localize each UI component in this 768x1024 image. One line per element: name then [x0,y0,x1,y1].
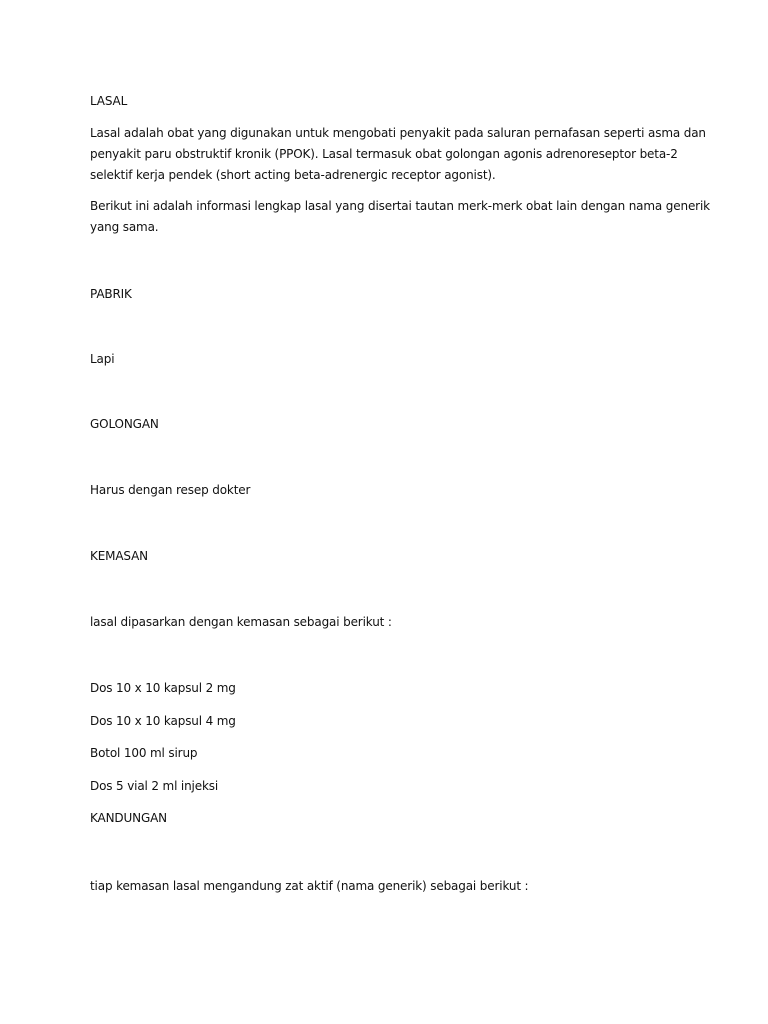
document-title: LASAL [90,94,128,108]
golongan-heading: GOLONGAN [90,417,159,431]
kemasan-item-4: Dos 5 vial 2 ml injeksi [90,779,219,793]
info-line-2: yang sama. [90,220,159,234]
golongan-value: Harus dengan resep dokter [90,483,251,497]
kemasan-item-3: Botol 100 ml sirup [90,746,198,760]
intro-line-2: penyakit paru obstruktif kronik (PPOK). Lasal termasuk obat golongan agonis adrenoreseptor beta-2 [90,147,678,161]
kandungan-heading: KANDUNGAN [90,811,167,825]
kemasan-item-2: Dos 10 x 10 kapsul 4 mg [90,714,236,728]
kemasan-intro: lasal dipasarkan dengan kemasan sebagai berikut : [90,615,392,629]
kemasan-heading: KEMASAN [90,549,148,563]
kemasan-item-1: Dos 10 x 10 kapsul 2 mg [90,681,236,695]
intro-line-3: selektif kerja pendek (short acting beta-adrenergic receptor agonist). [90,168,496,182]
intro-line-1: Lasal adalah obat yang digunakan untuk mengobati penyakit pada saluran pernafasan seperti asma dan [90,126,706,140]
pabrik-value: Lapi [90,352,115,366]
pabrik-heading: PABRIK [90,287,132,301]
intro-paragraph [90,123,706,186]
info-paragraph [90,196,710,238]
kandungan-intro: tiap kemasan lasal mengandung zat aktif (nama generik) sebagai berikut : [90,879,529,893]
info-line-1: Berikut ini adalah informasi lengkap lasal yang disertai tautan merk-merk obat lain dengan nama generik [90,199,710,213]
